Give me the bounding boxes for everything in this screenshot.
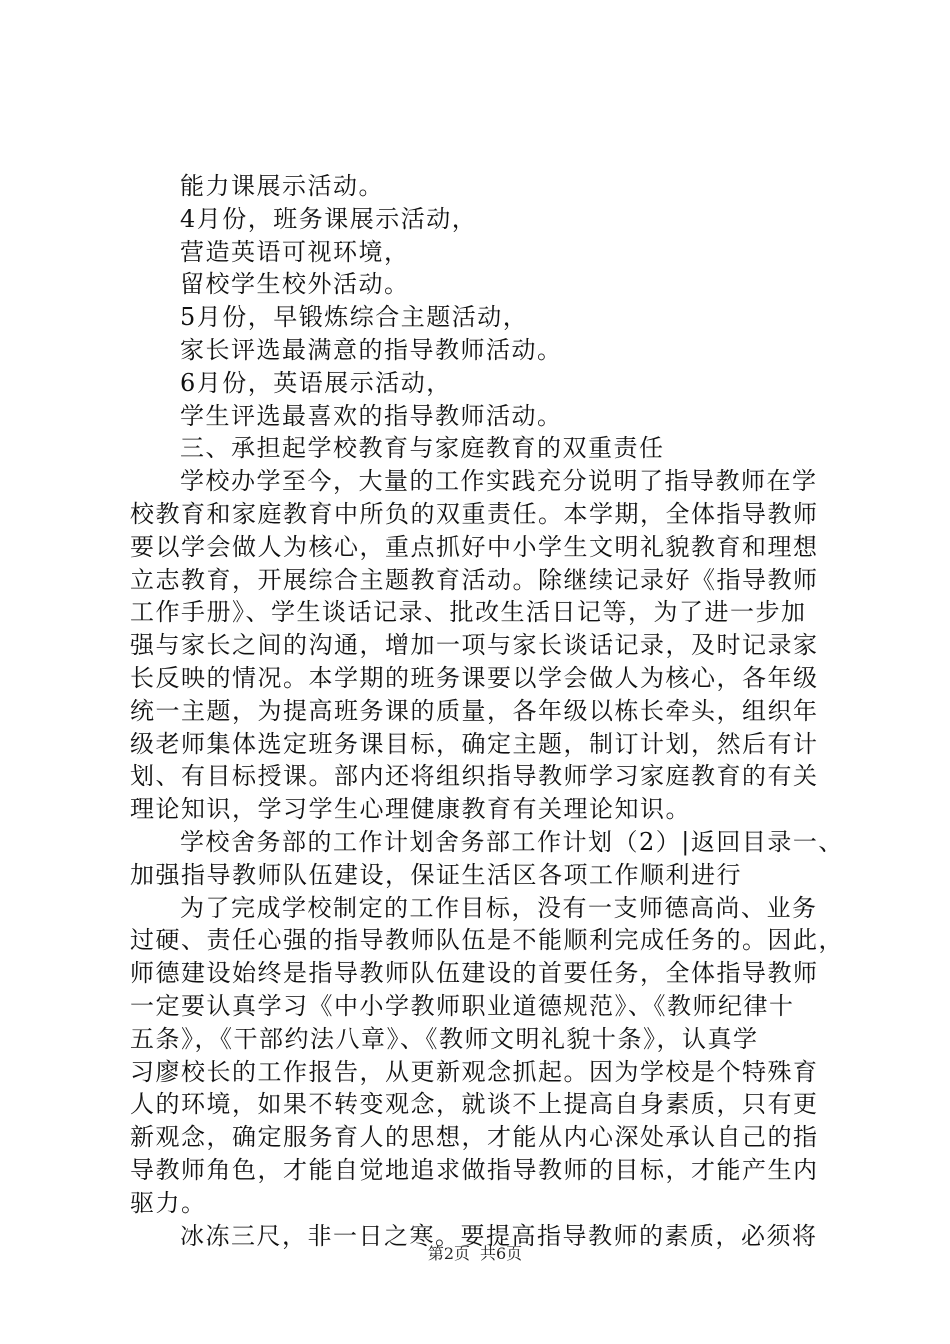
page-total: 共6页: [480, 1244, 523, 1263]
text-line: 5月份，早锻炼综合主题活动，: [180, 303, 529, 332]
text-line: 6月份，英语展示活动，: [180, 368, 452, 397]
text-line: 加强指导教师队伍建设，保证生活区各项工作顺利进行: [130, 860, 742, 889]
text-line: 能力课展示活动。: [180, 172, 384, 200]
text-line: 校教育和家庭教育中所负的双重责任。本学期，全体指导教师: [130, 499, 819, 528]
text-line: 强与家长之间的沟通，增加一项与家长谈话记录，及时记录家: [130, 631, 819, 660]
text-line: 长反映的情况。本学期的班务课要以学会做人为核心，各年级: [130, 663, 819, 692]
text-line: 过硬、责任心强的指导教师队伍是不能顺利完成任务的。因此，: [130, 926, 844, 955]
text-line: 工作手册》、学生谈话记录、批改生活日记等，为了进一步加: [130, 598, 807, 627]
text-line: 要以学会做人为核心，重点抓好中小学生文明礼貌教育和理想: [130, 532, 819, 561]
section-heading: 三、承担起学校教育与家庭教育的双重责任: [180, 434, 665, 463]
text-line: 学校舍务部的工作计划舍务部工作计划（2）|返回目录一、: [180, 827, 844, 856]
text-line: 4月份，班务课展示活动，: [180, 204, 478, 233]
page-footer: [0, 1244, 950, 1264]
text-line: 家长评选最满意的指导教师活动。: [180, 335, 563, 364]
text-line: 为了完成学校制定的工作目标，没有一支师德高尚、业务: [180, 893, 818, 922]
text-line: 人的环境，如果不转变观念，就谈不上提高自身素质，只有更: [130, 1090, 819, 1119]
document-body: [130, 170, 844, 1252]
text-line: 划、有目标授课。部内还将组织指导教师学习家庭教育的有关: [130, 762, 819, 791]
text-line: 新观念，确定服务育人的思想，才能从内心深处承认自己的指: [130, 1123, 819, 1152]
text-line: 立志教育，开展综合主题教育活动。除继续记录好《指导教师: [130, 565, 819, 594]
text-line: 留校学生校外活动。: [180, 270, 410, 299]
text-line: 冰冻三尺，非一日之寒。要提高指导教师的素质，必须将: [180, 1221, 818, 1250]
text-line: 一定要认真学习《中小学教师职业道德规范》、《教师纪律十: [130, 991, 795, 1020]
text-line: 师德建设始终是指导教师队伍建设的首要任务，全体指导教师: [130, 959, 819, 988]
text-line: 五条》，《干部约法八章》、《教师文明礼貌十条》，认真学: [130, 1024, 759, 1053]
text-line: 驱力。: [130, 1188, 207, 1217]
text-line: 级老师集体选定班务课目标，确定主题，制订计划，然后有计: [130, 729, 819, 758]
text-line: 学校办学至今，大量的工作实践充分说明了指导教师在学: [180, 467, 818, 496]
text-line: 导教师角色，才能自觉地追求做指导教师的目标，才能产生内: [130, 1155, 819, 1184]
text-line: 习廖校长的工作报告，从更新观念抓起。因为学校是个特殊育: [130, 1057, 819, 1086]
text-line: 营造英语可视环境，: [180, 237, 410, 266]
page-number: 第2页: [427, 1244, 470, 1263]
text-line: 统一主题，为提高班务课的质量，各年级以栋长牵头，组织年: [130, 696, 819, 725]
text-line: 学生评选最喜欢的指导教师活动。: [180, 401, 563, 430]
text-line: 理论知识，学习学生心理健康教育有关理论知识。: [130, 795, 691, 824]
